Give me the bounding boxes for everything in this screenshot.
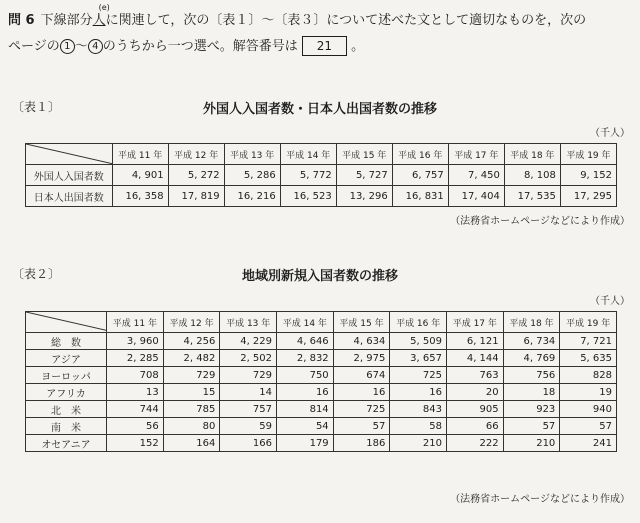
table-cell: 222: [446, 435, 503, 452]
question-line-1: 問 6 下線部分人 (e) に関連して，次の〔表１〕〜〔表３〕について述べた文として適切なものを，次の: [8, 3, 587, 28]
diagonal-line: [26, 312, 107, 333]
table-cell: 5, 635: [560, 350, 617, 367]
table-row: [26, 165, 617, 186]
table2-col-header: 平成 16 年: [390, 312, 447, 333]
table-row: [26, 186, 617, 207]
table-cell: 16, 523: [280, 186, 336, 207]
table-row: [26, 350, 617, 367]
table-cell: 16: [333, 384, 390, 401]
table-cell: 8, 108: [504, 165, 560, 186]
table-cell: 20: [446, 384, 503, 401]
table-cell: 725: [333, 401, 390, 418]
table-row: [26, 384, 617, 401]
table2-col-header: 平成 15 年: [333, 312, 390, 333]
table-cell: 17, 404: [448, 186, 504, 207]
table-cell: 763: [446, 367, 503, 384]
table-cell: 13, 296: [336, 186, 392, 207]
row-label: アフリカ: [26, 384, 107, 401]
table-cell: 9, 152: [560, 165, 616, 186]
table-cell: 905: [446, 401, 503, 418]
table-cell: 5, 509: [390, 333, 447, 350]
table-cell: 210: [390, 435, 447, 452]
table-cell: 57: [333, 418, 390, 435]
row-label: 総 数: [26, 333, 107, 350]
table-cell: 843: [390, 401, 447, 418]
table1-label: 〔表１〕: [12, 100, 61, 114]
table1-col-header: 平成 18 年: [504, 144, 560, 165]
table-cell: 828: [560, 367, 617, 384]
circled-number-4: 4: [88, 39, 103, 54]
table-cell: 757: [220, 401, 277, 418]
table-cell: 940: [560, 401, 617, 418]
table-cell: 14: [220, 384, 277, 401]
table-cell: 16: [277, 384, 334, 401]
table2-title: 地域別新規入国者数の推移: [241, 269, 398, 284]
table-cell: 56: [107, 418, 164, 435]
table1-col-header: 平成 19 年: [560, 144, 616, 165]
table1-col-header: 平成 14 年: [280, 144, 336, 165]
table-cell: 19: [560, 384, 617, 401]
table-row: [26, 435, 617, 452]
table-cell: 16: [390, 384, 447, 401]
table-cell: 2, 285: [107, 350, 164, 367]
table2-source: （法務省ホームページなどにより作成）: [450, 494, 630, 505]
table-cell: 6, 734: [503, 333, 560, 350]
table-cell: 3, 657: [390, 350, 447, 367]
table1-header-row: [26, 144, 617, 165]
table-cell: 164: [163, 435, 220, 452]
table1: [25, 143, 617, 207]
table-cell: 4, 901: [112, 165, 168, 186]
table-row: [26, 418, 617, 435]
table-cell: 5, 286: [224, 165, 280, 186]
table-cell: 57: [560, 418, 617, 435]
table2-col-header: 平成 13 年: [220, 312, 277, 333]
table2-col-header: 平成 12 年: [163, 312, 220, 333]
table-cell: 59: [220, 418, 277, 435]
table-cell: 923: [503, 401, 560, 418]
table-cell: 80: [163, 418, 220, 435]
row-label: 外国人入国者数: [26, 165, 113, 186]
table1-col-header: 平成 12 年: [168, 144, 224, 165]
table-cell: 4, 256: [163, 333, 220, 350]
row-label: アジア: [26, 350, 107, 367]
table-cell: 5, 727: [336, 165, 392, 186]
row-label: ヨーロッパ: [26, 367, 107, 384]
table-cell: 16, 831: [392, 186, 448, 207]
underlined-term: 人 (e): [92, 3, 110, 28]
table-cell: 15: [163, 384, 220, 401]
table2-header-row: [26, 312, 617, 333]
table-cell: 4, 646: [277, 333, 334, 350]
table-cell: 66: [446, 418, 503, 435]
table1-corner-cell: [26, 144, 113, 165]
table-cell: 17, 295: [560, 186, 616, 207]
table-cell: 750: [277, 367, 334, 384]
table-cell: 708: [107, 367, 164, 384]
table-cell: 5, 272: [168, 165, 224, 186]
table-cell: 152: [107, 435, 164, 452]
table1-col-header: 平成 16 年: [392, 144, 448, 165]
table2-corner-cell: [26, 312, 107, 333]
table2-label: 〔表２〕: [12, 267, 61, 281]
table2-col-header: 平成 19 年: [560, 312, 617, 333]
table1-col-header: 平成 17 年: [448, 144, 504, 165]
table1-unit: （千人）: [590, 128, 630, 139]
table1-col-header: 平成 15 年: [336, 144, 392, 165]
table-cell: 4, 144: [446, 350, 503, 367]
answer-number-box: 21: [302, 36, 347, 56]
table-cell: 814: [277, 401, 334, 418]
table-cell: 2, 502: [220, 350, 277, 367]
table-cell: 58: [390, 418, 447, 435]
table-cell: 6, 121: [446, 333, 503, 350]
row-label: 南 米: [26, 418, 107, 435]
table-cell: 5, 772: [280, 165, 336, 186]
table-cell: 3, 960: [107, 333, 164, 350]
table-cell: 18: [503, 384, 560, 401]
question-line-2: ページの 1 〜 4 のうちから一つ選べ。解答番号は 21 。: [8, 34, 636, 60]
question-number: 問 6: [8, 13, 35, 28]
table-cell: 16, 216: [224, 186, 280, 207]
table-cell: 2, 832: [277, 350, 334, 367]
table-cell: 785: [163, 401, 220, 418]
table1-col-header: 平成 13 年: [224, 144, 280, 165]
row-label: 北 米: [26, 401, 107, 418]
table2-col-header: 平成 14 年: [277, 312, 334, 333]
table-row: [26, 333, 617, 350]
table-cell: 54: [277, 418, 334, 435]
table-cell: 4, 229: [220, 333, 277, 350]
question-text: [8, 3, 636, 60]
table1-col-header: 平成 11 年: [112, 144, 168, 165]
row-label: オセアニア: [26, 435, 107, 452]
table1-source: （法務省ホームページなどにより作成）: [450, 216, 630, 227]
table-cell: 57: [503, 418, 560, 435]
table-cell: 2, 975: [333, 350, 390, 367]
ruby-label: (e): [98, 3, 110, 12]
table-row: [26, 367, 617, 384]
table-cell: 241: [560, 435, 617, 452]
circled-number-1: 1: [60, 39, 75, 54]
table-cell: 6, 757: [392, 165, 448, 186]
table-cell: 186: [333, 435, 390, 452]
table2: [25, 311, 617, 452]
table-cell: 17, 535: [504, 186, 560, 207]
table-row: [26, 401, 617, 418]
table2-unit: （千人）: [590, 296, 630, 307]
table-cell: 729: [220, 367, 277, 384]
table-cell: 13: [107, 384, 164, 401]
table-cell: 7, 721: [560, 333, 617, 350]
table1-title: 外国人入国者数・日本人出国者数の推移: [202, 102, 437, 117]
table-cell: 7, 450: [448, 165, 504, 186]
table-cell: 4, 634: [333, 333, 390, 350]
table2-col-header: 平成 17 年: [446, 312, 503, 333]
table-cell: 729: [163, 367, 220, 384]
table2-col-header: 平成 11 年: [107, 312, 164, 333]
table-cell: 210: [503, 435, 560, 452]
table-cell: 4, 769: [503, 350, 560, 367]
table-cell: 166: [220, 435, 277, 452]
table-cell: 674: [333, 367, 390, 384]
table-cell: 16, 358: [112, 186, 168, 207]
table-cell: 744: [107, 401, 164, 418]
table-cell: 179: [277, 435, 334, 452]
diagonal-line: [26, 144, 112, 165]
table-cell: 2, 482: [163, 350, 220, 367]
table2-col-header: 平成 18 年: [503, 312, 560, 333]
table-cell: 756: [503, 367, 560, 384]
row-label: 日本人出国者数: [26, 186, 113, 207]
table-cell: 725: [390, 367, 447, 384]
table-cell: 17, 819: [168, 186, 224, 207]
